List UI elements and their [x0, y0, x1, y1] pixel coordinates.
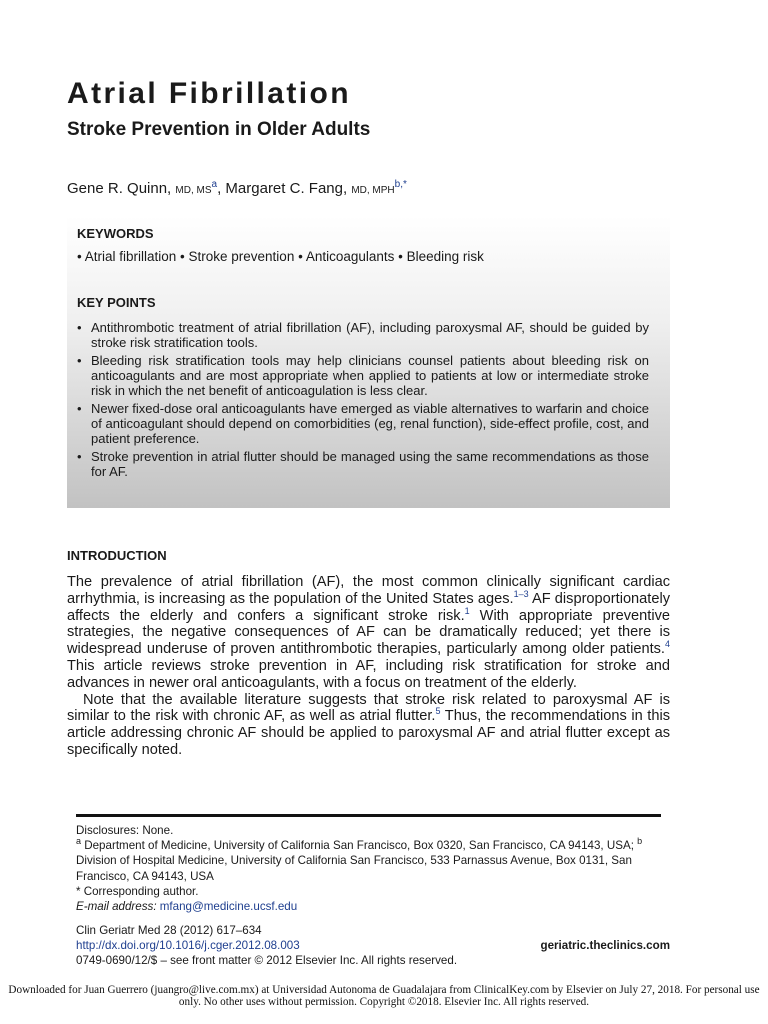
footnote-divider — [76, 814, 661, 817]
key-point: • Newer fixed-dose oral anticoagulants have emerged as viable alternatives to warfarin and choice of anticoagulant should depend on comorbidities (eg, renal function), side-effect profile, cost, and patient preference. — [77, 401, 649, 446]
keyword: Bleeding risk — [406, 249, 484, 264]
journal-website[interactable]: geriatric.theclinics.com — [540, 939, 670, 952]
author-name: Gene R. Quinn, — [67, 180, 172, 197]
affiliation-a: Department of Medicine, University of California San Francisco, Box 0320, San Francisco, CA 94143, USA; — [81, 839, 638, 853]
copyright-line: 0749-0690/12/$ – see front matter © 2012 Elsevier Inc. All rights reserved. — [76, 954, 458, 968]
text-run: Note that the available literature suggests that stroke risk related to paroxysmal AF is similar to the risk with chronic AF, as well as atrial flutter. — [67, 691, 670, 725]
journal-citation: Clin Geriatr Med 28 (2012) 617–634 — [76, 924, 262, 937]
introduction-body — [67, 574, 670, 759]
email-label: E-mail address: — [76, 900, 160, 914]
keywords-heading: KEYWORDS — [77, 226, 154, 241]
text-run: This article reviews stroke prevention in AF, including risk stratification for stroke and advances in newer oral anticoagulants, with a focus on treatment of the elderly. — [67, 657, 670, 691]
text-run: AF disproportionately affects the elderly and confers a significant stroke risk. — [67, 590, 670, 624]
introduction-heading: INTRODUCTION — [67, 548, 167, 563]
citation-block — [76, 923, 670, 969]
text-run: The prevalence of atrial fibrillation (AF), the most common clinically significant cardiac arrhythmia, is increasing as the population of the United States ages. — [67, 574, 670, 607]
download-notice: Downloaded for Juan Guerrero (juangro@live.com.mx) at Universidad Autonoma de Guadalajara from ClinicalKey.com by Elsevier on July 27, 2018. For personal use only. No other uses without permission. Copyright ©2018. Elsevier Inc. All rights reserved. — [8, 984, 760, 1008]
key-points-list — [77, 320, 649, 482]
text-run: Thus, the recommendations in this article addressing chronic AF should be applied to paroxysmal AF and atrial flutter except as specifically noted. — [67, 708, 670, 758]
key-point: • Stroke prevention in atrial flutter should be managed using the same recommendations as those for AF. — [77, 449, 649, 479]
keywords-list: • Atrial fibrillation • Stroke prevention • Anticoagulants • Bleeding risk — [77, 249, 484, 264]
reference-link[interactable]: 1 — [464, 605, 470, 616]
key-point: • Bleeding risk stratification tools may help clinicians counsel patients about bleeding risk on anticoagulants and are most appropriate when applied to patients at low or intermediate stroke risk in which the net benefit of anticoagulation is less clear. — [77, 353, 649, 398]
affiliation-mark: b — [637, 836, 643, 847]
author-line: Gene R. Quinn, MD, MS$^a$, Margaret C. Fang, MD, MPH$^{b,*}$ — [67, 179, 407, 197]
article-subtitle: Stroke Prevention in Older Adults — [67, 119, 371, 140]
article-title: Atrial Fibrillation — [67, 77, 351, 110]
key-points-heading: KEY POINTS — [77, 295, 156, 310]
key-point: • Antithrombotic treatment of atrial fibrillation (AF), including paroxysmal AF, should be guided by stroke risk stratification tools. — [77, 320, 649, 350]
corresponding-author: * Corresponding author. — [76, 884, 199, 898]
reference-link[interactable]: 1–3 — [513, 588, 529, 599]
paragraph — [67, 692, 670, 759]
author-affiliation-mark: a — [211, 179, 218, 190]
affiliation-mark: a — [76, 836, 82, 847]
author-degrees: MD, MPH — [351, 185, 395, 196]
disclosures: Disclosures: None. — [76, 824, 174, 837]
author-name: Margaret C. Fang, — [225, 180, 348, 197]
keyword: Stroke prevention — [188, 249, 295, 264]
doi-link[interactable]: http://dx.doi.org/10.1016/j.cger.2012.08.003 — [76, 939, 300, 953]
footnotes — [76, 823, 670, 914]
keyword: Atrial fibrillation — [84, 249, 177, 264]
keyword: Anticoagulants — [305, 249, 395, 264]
affiliation-b: Division of Hospital Medicine, University of California San Francisco, 533 Parnassus Avenue, Box 0131, San Francisco, CA 94143, USA — [76, 854, 632, 883]
reference-link[interactable]: 4 — [664, 639, 670, 650]
text-run: With appropriate preventive strategies, the negative consequences of AF can be dramatically reduced; yet there is widespread underuse of proven antithrombotic therapies, particularly among older patients. — [67, 607, 670, 658]
summary-box — [67, 216, 670, 508]
paragraph — [67, 574, 670, 692]
affiliations — [76, 838, 670, 884]
email-line — [76, 899, 670, 914]
reference-link[interactable]: 5 — [435, 706, 441, 717]
author-affiliation-mark: b,* — [394, 179, 407, 190]
author-degrees: MD, MS — [175, 185, 212, 196]
email-link[interactable]: mfang@medicine.ucsf.edu — [159, 900, 298, 914]
